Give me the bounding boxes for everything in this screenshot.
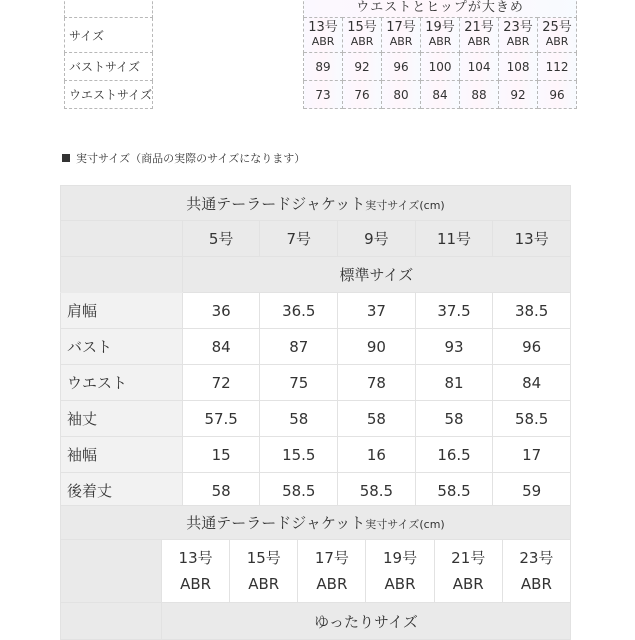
- table-cell: 96: [382, 53, 421, 81]
- table-cell: 92: [343, 53, 382, 81]
- table-cell: 59: [493, 473, 571, 509]
- size-column-header: 13号 ABR: [162, 540, 230, 603]
- table-title: 共通テーラードジャケット実寸サイズ(cm): [61, 186, 571, 221]
- size-column-header: 15号 ABR: [343, 18, 382, 53]
- table-row: [61, 329, 571, 365]
- size-column-header: 21号 ABR: [434, 540, 502, 603]
- table-cell: 84: [493, 365, 571, 401]
- top-table-gap: [153, 0, 304, 18]
- corner-cell: [61, 540, 162, 603]
- table-cell: 89: [304, 53, 343, 81]
- table-row: [65, 81, 577, 109]
- table-row: [61, 437, 571, 473]
- table-cell: 58.5: [338, 473, 416, 509]
- row-label: バスト: [61, 329, 183, 365]
- table-cell: 90: [338, 329, 416, 365]
- table-cell: 96: [538, 81, 577, 109]
- table-row: [61, 473, 571, 509]
- size-column-header: 19号 ABR: [421, 18, 460, 53]
- table-cell: 57.5: [182, 401, 260, 437]
- size-column-header: 9号: [338, 221, 416, 257]
- table-cell: 112: [538, 53, 577, 81]
- size-column-header: 25号 ABR: [538, 18, 577, 53]
- table-cell: 104: [460, 53, 499, 81]
- row-label: ウエストサイズ: [65, 81, 153, 109]
- top-table-corner: [65, 0, 153, 18]
- table-cell: 108: [499, 53, 538, 81]
- table-row: [61, 401, 571, 437]
- table-cell: 36: [182, 293, 260, 329]
- table-cell: 92: [499, 81, 538, 109]
- table-cell: 84: [421, 81, 460, 109]
- table-cell: 58.5: [415, 473, 493, 509]
- jacket-size-table-relaxed: [60, 505, 571, 640]
- table-cell: 96: [493, 329, 571, 365]
- table-cell: 38.5: [493, 293, 571, 329]
- table-cell: 100: [421, 53, 460, 81]
- table-cell: 84: [182, 329, 260, 365]
- table-cell: 73: [304, 81, 343, 109]
- square-bullet-icon: [62, 154, 70, 162]
- row-label: ウエスト: [61, 365, 183, 401]
- size-column-header: 7号: [260, 221, 338, 257]
- row-label: 袖丈: [61, 401, 183, 437]
- table-cell: 37: [338, 293, 416, 329]
- table-cell: 58.5: [260, 473, 338, 509]
- table-cell: 37.5: [415, 293, 493, 329]
- top-size-table: [64, 0, 577, 109]
- table-title: 共通テーラードジャケット実寸サイズ(cm): [61, 506, 571, 540]
- table-cell: 15: [182, 437, 260, 473]
- table-cell: 16: [338, 437, 416, 473]
- table-cell: 15.5: [260, 437, 338, 473]
- table-cell: 87: [260, 329, 338, 365]
- table-cell: 58.5: [493, 401, 571, 437]
- size-column-header: 23号 ABR: [502, 540, 570, 603]
- size-column-header: 11号: [415, 221, 493, 257]
- size-column-header: 13号: [493, 221, 571, 257]
- table-cell: 76: [343, 81, 382, 109]
- table-cell: 58: [415, 401, 493, 437]
- size-column-header: 21号 ABR: [460, 18, 499, 53]
- size-column-header: 17号 ABR: [382, 18, 421, 53]
- row-label: 袖幅: [61, 437, 183, 473]
- size-column-header: 5号: [182, 221, 260, 257]
- size-column-header: 17号 ABR: [298, 540, 366, 603]
- size-band-relaxed: ゆったりサイズ: [162, 603, 571, 640]
- table-cell: 75: [260, 365, 338, 401]
- table-row: [61, 293, 571, 329]
- row-label: 後着丈: [61, 473, 183, 509]
- table-cell: 58: [260, 401, 338, 437]
- size-column-header: 19号 ABR: [366, 540, 434, 603]
- table-row: [61, 365, 571, 401]
- row-label: バストサイズ: [65, 53, 153, 81]
- size-column-header: 13号 ABR: [304, 18, 343, 53]
- jacket-size-table: [60, 185, 571, 509]
- size-label: サイズ: [65, 18, 153, 53]
- top-table-header: ウエストとヒップが大きめ: [304, 0, 577, 18]
- size-column-header: 15号 ABR: [230, 540, 298, 603]
- row-label: 肩幅: [61, 293, 183, 329]
- table-cell: 78: [338, 365, 416, 401]
- table-cell: 81: [415, 365, 493, 401]
- corner-cell: [61, 221, 183, 257]
- table-cell: 80: [382, 81, 421, 109]
- table-cell: 17: [493, 437, 571, 473]
- table-cell: 58: [182, 473, 260, 509]
- table-cell: 58: [338, 401, 416, 437]
- size-column-header: 23号 ABR: [499, 18, 538, 53]
- table-cell: 93: [415, 329, 493, 365]
- section-heading: 実寸サイズ（商品の実際のサイズになります）: [62, 150, 305, 166]
- table-cell: 36.5: [260, 293, 338, 329]
- table-cell: 88: [460, 81, 499, 109]
- table-cell: 72: [182, 365, 260, 401]
- table-row: [65, 53, 577, 81]
- table-cell: 16.5: [415, 437, 493, 473]
- size-band-standard: 標準サイズ: [182, 257, 570, 293]
